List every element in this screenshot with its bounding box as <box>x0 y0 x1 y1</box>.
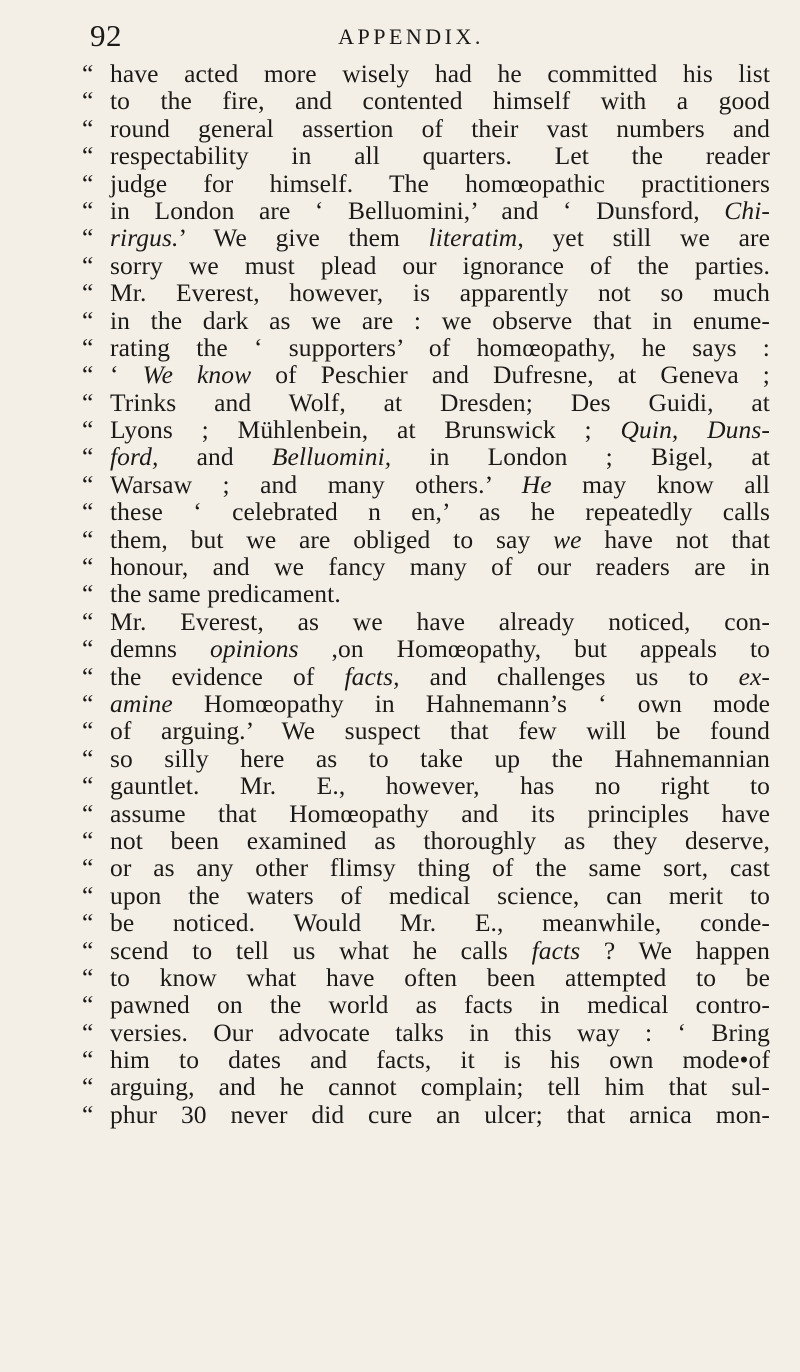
quote-mark: “ <box>82 442 94 472</box>
line-text: ford, and Belluomini, in London ; Bigel, at <box>110 442 770 472</box>
quote-mark: “ <box>82 716 94 746</box>
text-line <box>82 800 772 827</box>
quote-mark: “ <box>82 1045 94 1075</box>
line-text: Mr. Everest, however, is apparently not so much <box>110 278 770 308</box>
text-line <box>82 334 772 361</box>
quote-mark: “ <box>82 305 94 335</box>
quote-mark: “ <box>82 908 94 938</box>
quote-mark: “ <box>82 798 94 828</box>
line-text: pawned on the world as facts in medical contro- <box>110 990 770 1020</box>
quote-mark: “ <box>82 990 94 1020</box>
quote-mark: “ <box>82 771 94 801</box>
text-line <box>82 745 772 772</box>
text-line <box>82 224 772 251</box>
line-text: in London are ‘ Belluomini,’ and ‘ Dunsford, Chi- <box>110 195 770 225</box>
quote-mark: “ <box>82 250 94 280</box>
text-line <box>82 498 772 525</box>
quote-mark: “ <box>82 853 94 883</box>
text-line <box>82 690 772 717</box>
text-line <box>82 772 772 799</box>
quote-mark: “ <box>82 935 94 965</box>
line-text: rating the ‘ supporters’ of homœopathy, he says : <box>110 332 770 362</box>
text-line <box>82 60 772 87</box>
line-text: ‘ We know of Peschier and Dufresne, at Geneva ; <box>110 360 770 390</box>
text-line <box>82 279 772 306</box>
quote-mark: “ <box>82 880 94 910</box>
line-text: arguing, and he cannot complain; tell him that sul- <box>110 1072 770 1102</box>
line-text: scend to tell us what he calls facts ? We happen <box>110 935 770 965</box>
text-line <box>82 252 772 279</box>
page-header <box>0 14 800 54</box>
line-text: Mr. Everest, as we have already noticed, con- <box>110 606 770 636</box>
text-line <box>82 1073 772 1100</box>
line-text: upon the waters of medical science, can merit to <box>110 880 770 910</box>
line-text: have acted more wisely had he committed his list <box>110 59 770 88</box>
line-text: of arguing.’ We suspect that few will be found <box>110 716 770 746</box>
line-text: demns opinions ,on Homœopathy, but appeals to <box>110 634 770 664</box>
line-text: round general assertion of their vast numbers and <box>110 113 770 143</box>
line-text: amine Homœopathy in Hahnemann’s ‘ own mode <box>110 688 770 718</box>
text-line <box>82 608 772 635</box>
quote-mark: “ <box>82 168 94 198</box>
text-line <box>82 170 772 197</box>
line-text: judge for himself. The homœopathic practitioners <box>110 168 770 198</box>
line-text: these ‘ celebrated n en,’ as he repeatedly calls <box>110 497 770 527</box>
text-line <box>82 827 772 854</box>
quote-mark: “ <box>82 497 94 527</box>
text-line <box>82 1019 772 1046</box>
quote-mark: “ <box>82 387 94 417</box>
text-line <box>82 937 772 964</box>
line-text: rirgus.’ We give them literatim, yet still we are <box>110 223 771 253</box>
line-text: Trinks and Wolf, at Dresden; Des Guidi, at <box>110 387 770 417</box>
text-line <box>82 635 772 662</box>
line-text: them, but we are obliged to say we have not that <box>110 524 771 554</box>
text-line <box>82 526 772 553</box>
quote-mark: “ <box>82 634 94 664</box>
text-line <box>82 1101 772 1128</box>
text-line <box>82 553 772 580</box>
quote-mark: “ <box>82 1017 94 1047</box>
quote-mark: “ <box>82 278 94 308</box>
line-text: not been examined as thoroughly as they deserve, <box>110 825 770 855</box>
text-line <box>82 964 772 991</box>
quote-mark: “ <box>82 579 94 609</box>
text-line <box>82 991 772 1018</box>
text-line <box>82 115 772 142</box>
running-head: APPENDIX. <box>338 24 484 49</box>
quote-mark: “ <box>82 661 94 691</box>
line-text: so silly here as to take up the Hahnemannian <box>110 743 770 773</box>
quote-mark: “ <box>82 606 94 636</box>
text-line <box>82 854 772 881</box>
text-line <box>82 663 772 690</box>
quote-mark: “ <box>82 59 94 88</box>
quote-mark: “ <box>82 1099 94 1129</box>
quote-mark: “ <box>82 195 94 225</box>
quote-mark: “ <box>82 415 94 445</box>
line-text: the evidence of facts, and challenges us to ex- <box>110 661 770 691</box>
line-text: to the fire, and contented himself with a good <box>110 86 770 116</box>
quote-mark: “ <box>82 360 94 390</box>
line-text: respectability in all quarters. Let the reader <box>110 141 770 171</box>
quote-mark: “ <box>82 332 94 362</box>
text-line <box>82 471 772 498</box>
page-number: 92 <box>90 18 122 53</box>
line-text: in the dark as we are : we observe that in enume- <box>110 305 770 335</box>
quote-mark: “ <box>82 743 94 773</box>
text-line <box>82 580 772 607</box>
text-line <box>82 307 772 334</box>
text-line <box>82 142 772 169</box>
line-text: the same predicament. <box>110 579 341 609</box>
quote-mark: “ <box>82 524 94 554</box>
text-line <box>82 717 772 744</box>
quote-mark: “ <box>82 688 94 718</box>
quote-mark: “ <box>82 469 94 499</box>
line-text: versies. Our advocate talks in this way : ‘ Bring <box>110 1017 770 1047</box>
line-text: be noticed. Would Mr. E., meanwhile, conde- <box>110 908 770 938</box>
line-text: Warsaw ; and many others.’ He may know all <box>110 469 770 499</box>
text-line <box>82 389 772 416</box>
quote-mark: “ <box>82 552 94 582</box>
text-line <box>82 909 772 936</box>
quote-mark: “ <box>82 825 94 855</box>
line-text: honour, and we fancy many of our readers are in <box>110 552 770 582</box>
quote-mark: “ <box>82 113 94 143</box>
line-text: Lyons ; Mühlenbein, at Brunswick ; Quin, Duns- <box>110 415 770 445</box>
line-text: or as any other flimsy thing of the same sort, cast <box>110 853 770 883</box>
body-text <box>82 60 772 1128</box>
line-text: him to dates and facts, it is his own mode•of <box>110 1045 770 1075</box>
quote-mark: “ <box>82 141 94 171</box>
quote-mark: “ <box>82 86 94 116</box>
text-line <box>82 1046 772 1073</box>
line-text: phur 30 never did cure an ulcer; that arnica mon- <box>110 1099 770 1129</box>
text-line <box>82 882 772 909</box>
quote-mark: “ <box>82 962 94 992</box>
text-line <box>82 361 772 388</box>
line-text: gauntlet. Mr. E., however, has no right to <box>110 771 770 801</box>
quote-mark: “ <box>82 223 94 253</box>
line-text: assume that Homœopathy and its principles have <box>110 798 770 828</box>
text-line <box>82 87 772 114</box>
quote-mark: “ <box>82 1072 94 1102</box>
text-line <box>82 197 772 224</box>
text-line <box>82 416 772 443</box>
line-text: to know what have often been attempted to be <box>110 962 770 992</box>
line-text: sorry we must plead our ignorance of the parties. <box>110 250 770 280</box>
text-line <box>82 443 772 470</box>
